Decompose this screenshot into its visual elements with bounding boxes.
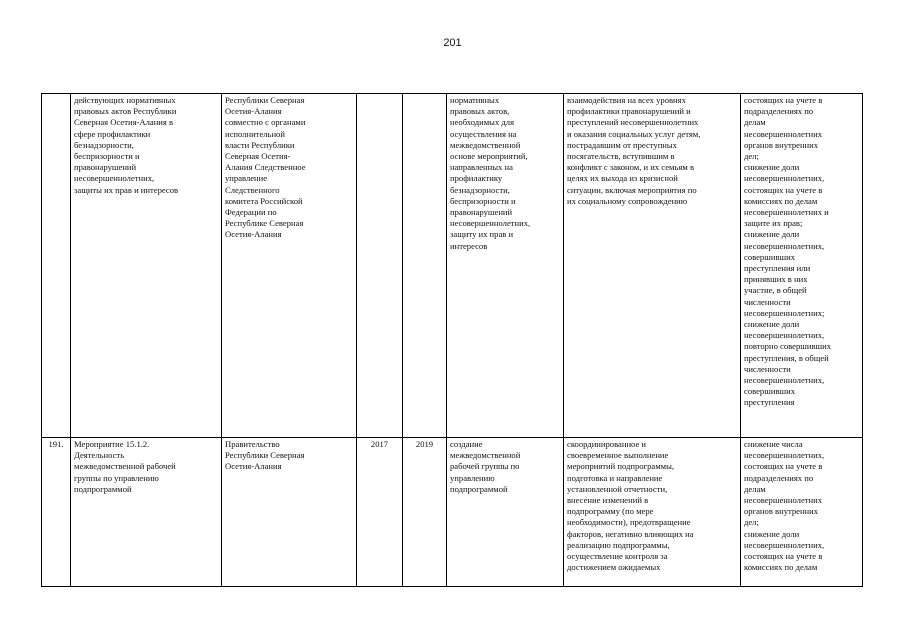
row-number-cell: 191. <box>42 438 71 587</box>
page-number: 201 <box>443 37 462 49</box>
table-row <box>42 94 863 438</box>
end-year-cell <box>403 94 447 438</box>
expected-effect-cell: взаимодействия на всех уровнях профилактики правонарушений и преступлений несовершеннолетних и оказания социальных услуг детям, пострадавшим от преступных посягательств, вступившим в конфликт с законом, и их семьям в целях их выхода из кризисной ситуации, включая мероприятия по их социальному сопровождению <box>564 94 741 438</box>
table-row <box>42 438 863 587</box>
start-year-cell <box>357 94 403 438</box>
indicators-cell: состоящих на учете в подразделениях по делам несовершеннолетних органов внутренних дел; снижение доли несовершеннолетних, состоящих на учете в комиссиях по делам несовершеннолетних и защите их прав; снижение доли несовершеннолетних, совершивших преступления или принявших в них участие, в общей численности несовершеннолетних; снижение доли несовершеннолетних, повторно совершивших преступления, в общей численности несовершеннолетних, совершивших преступления <box>741 94 863 438</box>
measure-name-cell: действующих нормативных правовых актов Республики Северная Осетия-Алания в сфере профилактики безнадзорности, беспризорности и правонарушений несовершеннолетних, защиты их прав и интересов <box>71 94 222 438</box>
executor-cell: Правительство Республики Северная Осетия-Алания <box>222 438 357 587</box>
measure-name-cell: Мероприятие 15.1.2. Деятельность межведомственной рабочей группы по управлению подпрограммой <box>71 438 222 587</box>
indicators-cell: снижение числа несовершеннолетних, состоящих на учете в подразделениях по делам несовершеннолетних органов внутренних дел; снижение доли несовершеннолетних, состоящих на учете в комиссиях по делам <box>741 438 863 587</box>
end-year-cell: 2019 <box>403 438 447 587</box>
direct-result-cell: создание межведомственной рабочей группы по управлению подпрограммой <box>447 438 564 587</box>
executor-cell: Республики Северная Осетия-Алания совместно с органами исполнительной власти Республики Северная Осетия- Алания Следственное управление Следственного комитета Российской Федерации по Республике Северная Осетия-Алания <box>222 94 357 438</box>
expected-effect-cell: скоординированное и своевременное выполнение мероприятий подпрограммы, подготовка и направление установленной отчетности, внесение изменений в подпрограмму (по мере необходимости), предотвращение факторов, негативно влияющих на реализацию подпрограммы, осуществление контроля за достижением ожидаемых <box>564 438 741 587</box>
program-table <box>41 93 863 587</box>
start-year-cell: 2017 <box>357 438 403 587</box>
row-number-cell <box>42 94 71 438</box>
direct-result-cell: нормативных правовых актов, необходимых для осуществления на межведомственной основе мероприятий, направленных на профилактику безнадзорности, беспризорности и правонарушений несовершеннолетних, защиту их прав и интересов <box>447 94 564 438</box>
